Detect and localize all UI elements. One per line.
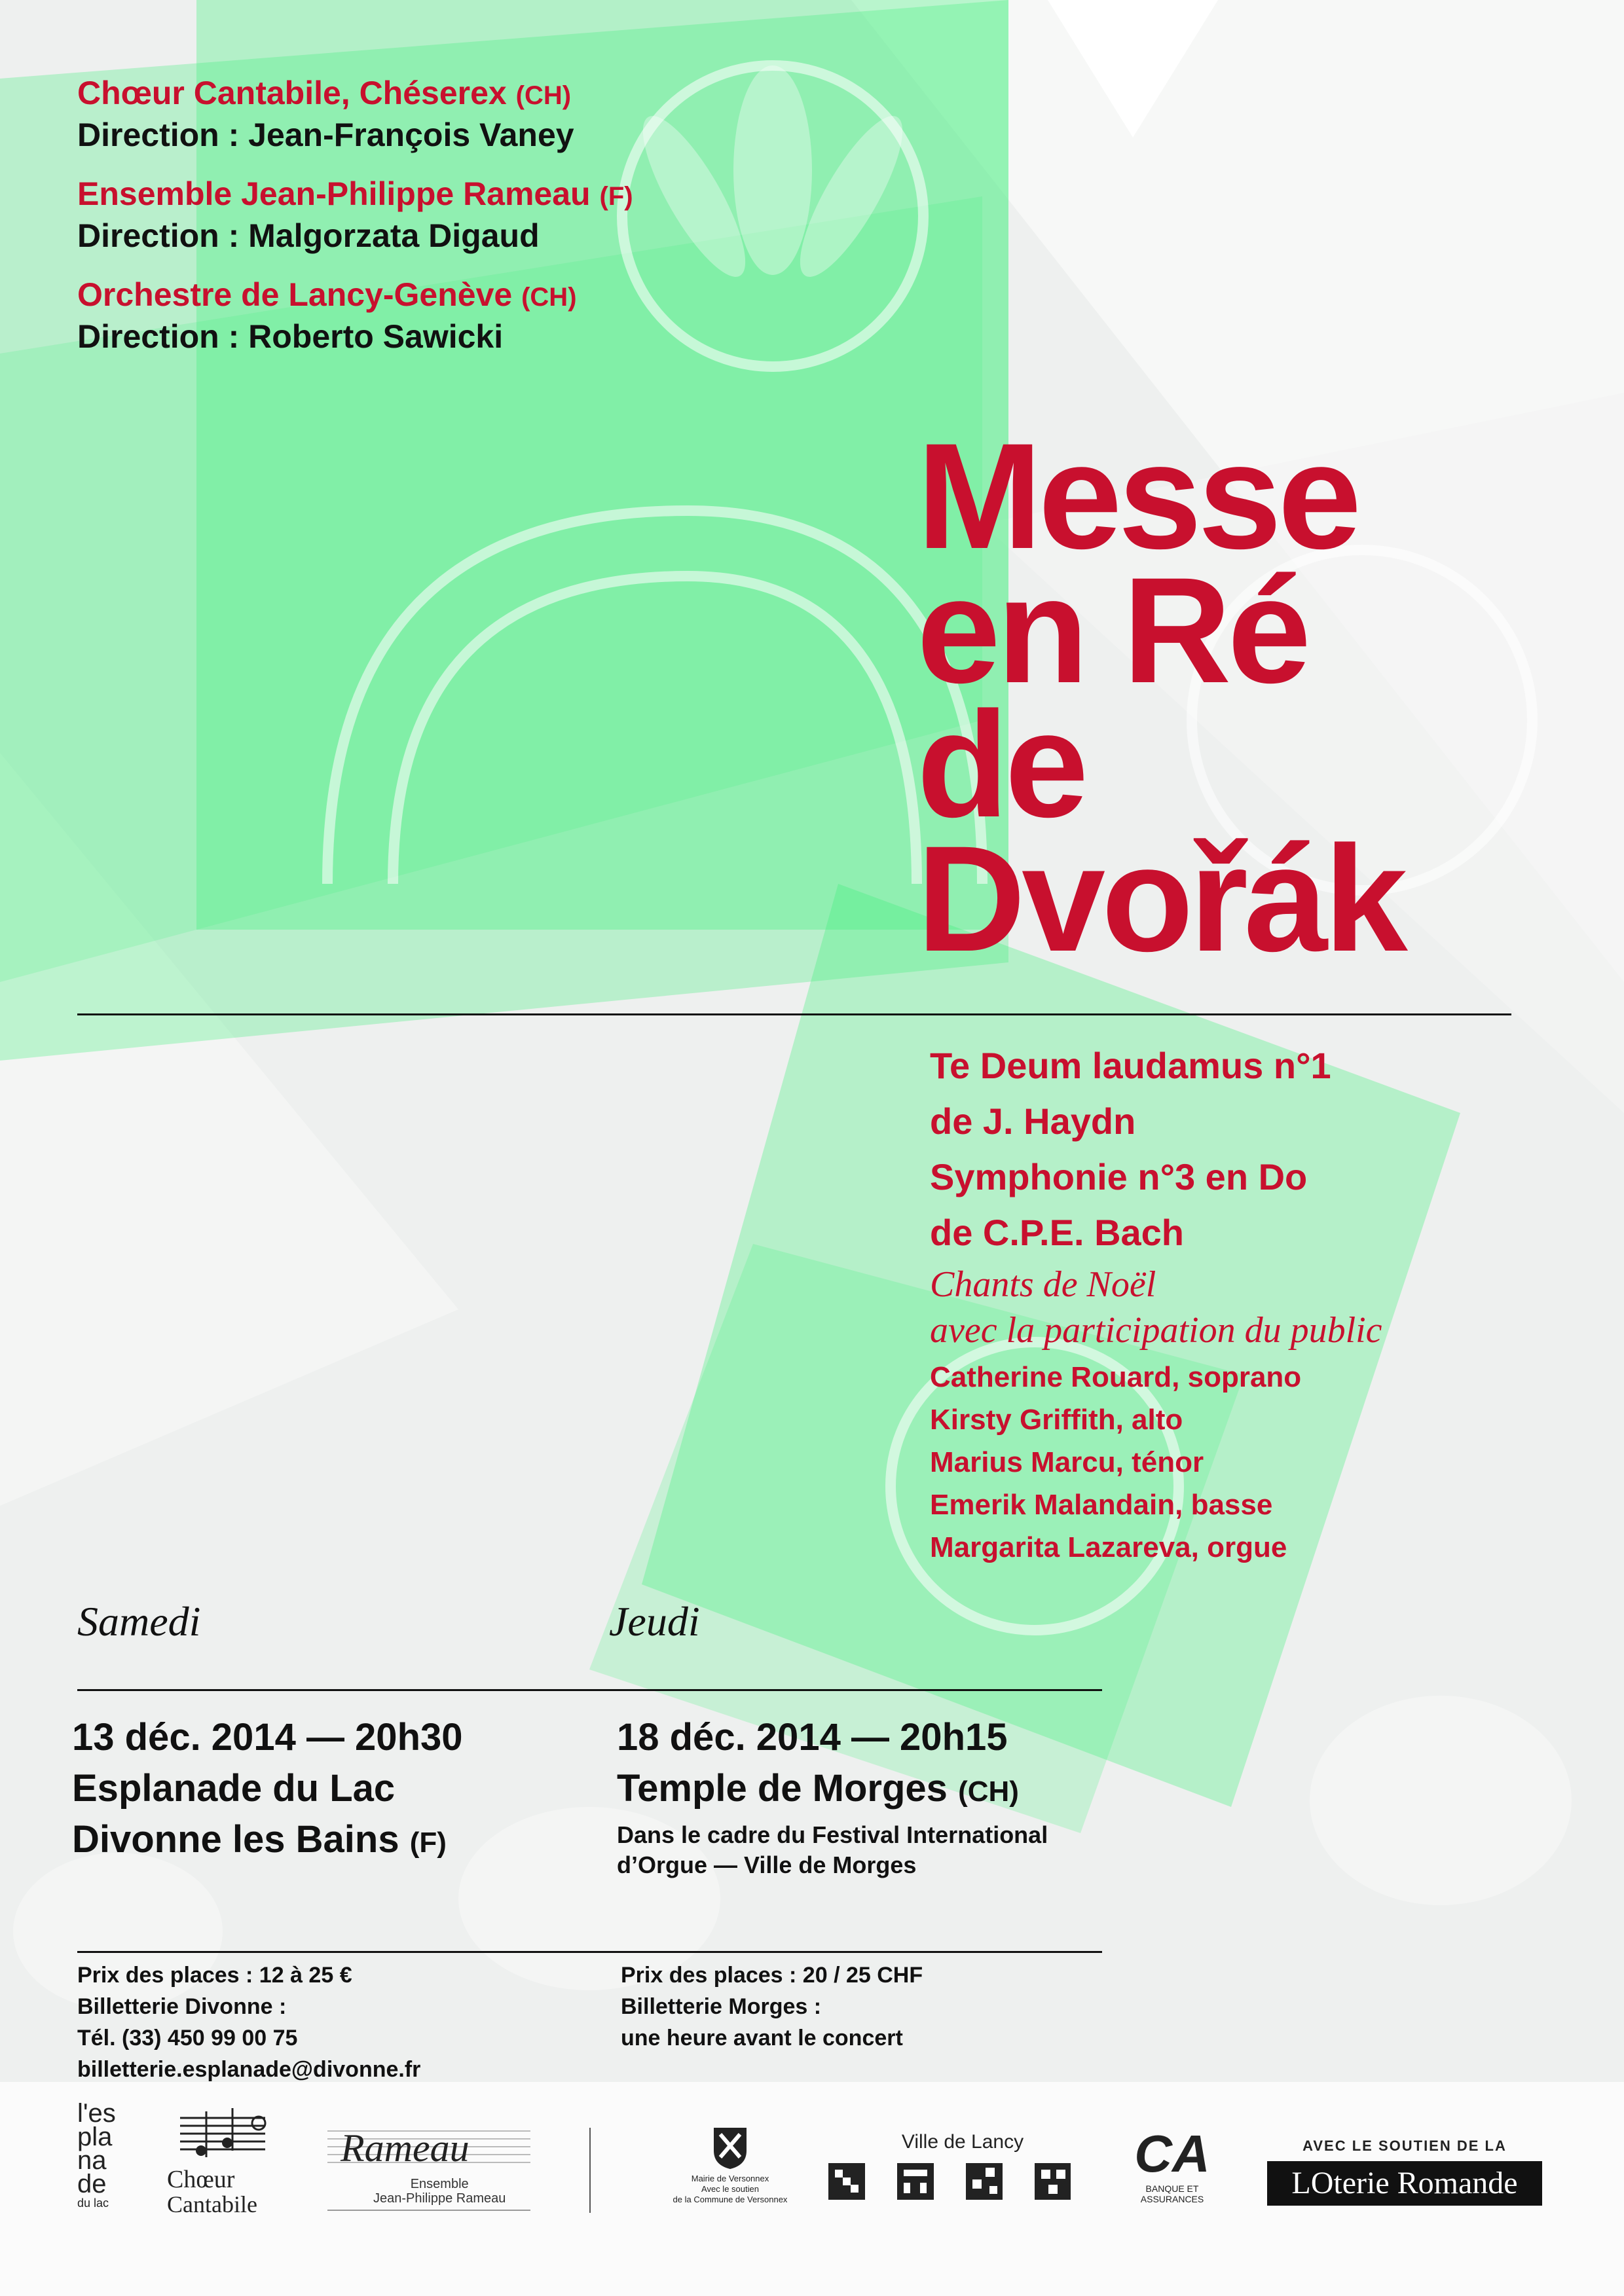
program-block: [930, 1038, 1382, 1569]
program-work-1-title: Te Deum laudamus n°1: [930, 1045, 1331, 1086]
choeur-logo-line-1: Chœur: [167, 2166, 235, 2193]
ensemble-origin: (CH): [521, 283, 577, 312]
program-chants: Chants de Noël: [930, 1264, 1156, 1305]
rameau-logo-line-1: Ensemble: [410, 2177, 469, 2191]
ensemble-1: [77, 73, 633, 155]
soloist: Kirsty Griffith, alto: [930, 1404, 1183, 1436]
versonnex-logo: [658, 2124, 802, 2205]
ensemble-origin: (CH): [515, 81, 572, 110]
concert-2-day: Jeudi: [609, 1598, 700, 1645]
concert-1-date: 13 déc. 2014 — 20h30: [72, 1716, 463, 1758]
rameau-logo-line-2: Jean-Philippe Rameau: [373, 2191, 506, 2206]
concert-2-venue: Temple de Morges: [617, 1767, 948, 1810]
versonnex-logo-line-1: Mairie de Versonnex: [691, 2174, 769, 2183]
concert-1-city: Divonne les Bains: [72, 1818, 399, 1861]
concert-1-ticket-label: Billetterie Divonne :: [77, 1994, 287, 2019]
ensembles-block: [77, 73, 633, 376]
soloist: Marius Marcu, ténor: [930, 1446, 1204, 1478]
loterie-logo-top: AVEC LE SOUTIEN DE LA: [1302, 2138, 1507, 2154]
concert-2-note-1: Dans le cadre du Festival International: [617, 1821, 1048, 1848]
concert-1-venue: Esplanade du Lac: [72, 1767, 396, 1810]
days-divider: [77, 1689, 1102, 1691]
lancy-logo: [822, 2131, 1071, 2209]
concert-2-price: Prix des places : 20 / 25 CHF: [621, 1963, 923, 1988]
program-work-2-title: Symphonie n°3 en Do: [930, 1156, 1308, 1197]
program-work-1-composer: de J. Haydn: [930, 1101, 1136, 1142]
loterie-logo-main: LOterie Romande: [1267, 2161, 1542, 2206]
ensemble-name: Orchestre de Lancy-Genève: [77, 276, 513, 313]
title-line-1: Messe: [917, 412, 1358, 580]
soloist: Margarita Lazareva, orgue: [930, 1531, 1287, 1563]
soloist: Emerik Malandain, basse: [930, 1489, 1273, 1521]
esplanade-logo-text: l'es: [77, 2099, 116, 2128]
ca-logo-mark: CA: [1134, 2124, 1210, 2183]
ensemble-direction: Direction : Malgorzata Digaud: [77, 217, 540, 254]
ensemble-direction: Direction : Jean-François Vaney: [77, 117, 574, 153]
concert-2-tickets: [621, 1959, 923, 2054]
ca-logo-text: BANQUE ET ASSURANCES: [1140, 2183, 1204, 2204]
concert-1-ticket-phone: Tél. (33) 450 99 00 75: [77, 2026, 298, 2050]
concert-1-details: [72, 1712, 463, 1868]
choeur-logo-line-2: Cantabile: [167, 2191, 257, 2217]
esplanade-logo-text: de: [77, 2170, 107, 2198]
lancy-logo-text: Ville de Lancy: [901, 2131, 1024, 2153]
concert-1-ticket-email[interactable]: billetterie.esplanade@divonne.fr: [77, 2057, 421, 2082]
title-line-3: de: [917, 680, 1085, 848]
ensemble-direction: Direction : Roberto Sawicki: [77, 318, 504, 355]
ensemble-3: [77, 275, 633, 356]
credit-agricole-logo: [1113, 2124, 1231, 2204]
rameau-logo-script: Rameau: [341, 2126, 470, 2170]
main-title: [917, 412, 1404, 983]
versonnex-logo-line-3: de la Commune de Versonnex: [673, 2195, 788, 2204]
esplanade-logo-text: na: [77, 2146, 107, 2175]
esplanade-logo-text: pla: [77, 2123, 113, 2151]
program-work-2-composer: de C.P.E. Bach: [930, 1212, 1185, 1253]
concert-2-venue-origin: (CH): [958, 1776, 1019, 1808]
concert-1-tickets: [77, 1959, 420, 2085]
loterie-romande-logo: [1267, 2138, 1542, 2206]
lancy-squares-icon: [822, 2160, 1071, 2206]
soloists-list: [930, 1356, 1382, 1569]
esplanade-logo-text: du lac: [77, 2196, 109, 2210]
ensemble-name: Ensemble Jean-Philippe Rameau: [77, 175, 591, 212]
coat-of-arms-icon: [710, 2124, 750, 2170]
title-line-2: en Ré: [917, 546, 1308, 714]
esplanade-logo: [77, 2099, 117, 2210]
concert-2-ticket-label: Billetterie Morges :: [621, 1994, 822, 2019]
versonnex-logo-line-2: Avec le soutien: [701, 2184, 759, 2194]
concert-1-price: Prix des places : 12 à 25 €: [77, 1963, 352, 1988]
ensemble-origin: (F): [599, 182, 633, 211]
concert-2-note-2: d’Orgue — Ville de Morges: [617, 1851, 917, 1878]
ensemble-2: [77, 174, 633, 255]
concert-2-date: 18 déc. 2014 — 20h15: [617, 1716, 1008, 1758]
logo-separator: [589, 2128, 591, 2213]
soloist: Catherine Rouard, soprano: [930, 1361, 1302, 1393]
title-line-4: Dvořák: [917, 814, 1404, 983]
concert-2-ticket-info: une heure avant le concert: [621, 2026, 903, 2050]
music-notes-icon: [167, 2105, 291, 2164]
concert-1-city-origin: (F): [409, 1827, 447, 1859]
title-divider: [77, 1013, 1511, 1015]
concert-1-day: Samedi: [77, 1598, 201, 1645]
rameau-logo: [327, 2124, 530, 2211]
ensemble-name: Chœur Cantabile, Chéserex: [77, 75, 507, 111]
choeur-cantabile-logo: [167, 2105, 291, 2216]
info-divider: [77, 1951, 1102, 1953]
concert-2-details: [617, 1712, 1048, 1880]
program-chants-note: avec la participation du public: [930, 1310, 1382, 1351]
